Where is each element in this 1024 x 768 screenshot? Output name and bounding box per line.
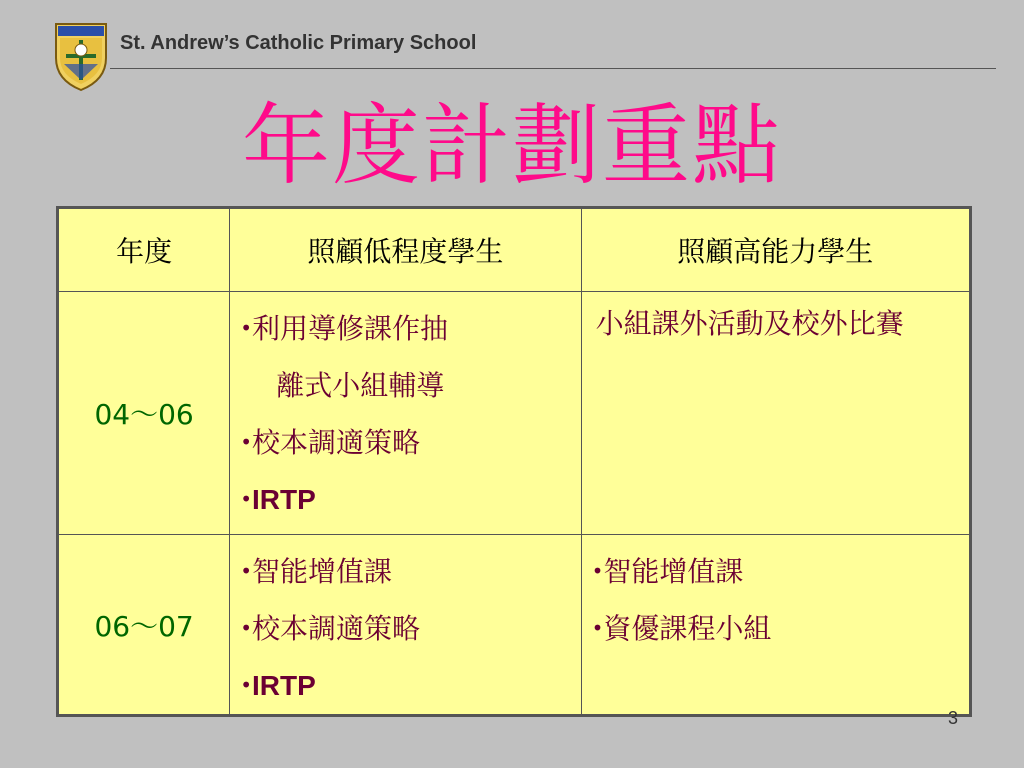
header-high-ability: 照顧高能力學生: [581, 208, 970, 292]
table-row: [58, 535, 971, 716]
list-item-continuation: 離式小組輔導: [276, 369, 445, 402]
list-item: •資優課程小組: [591, 612, 772, 645]
high-ability-cell: [581, 535, 970, 716]
header-divider: [110, 68, 996, 69]
year-cell: 06～07: [58, 535, 230, 716]
low-ability-cell: [230, 535, 581, 716]
table-header-row: [58, 208, 971, 292]
year-cell: 04～06: [58, 292, 230, 535]
header-low-ability: 照顧低程度學生: [230, 208, 581, 292]
list-item: •智能增值課: [240, 555, 392, 588]
school-name: St. Andrew’s Catholic Primary School: [120, 32, 477, 54]
list-item: •校本調適策略: [240, 426, 420, 459]
header-year: 年度: [58, 208, 230, 292]
list-item: •利用導修課作抽: [240, 312, 448, 345]
high-ability-cell: 小組課外活動及校外比賽: [581, 292, 970, 535]
list-item: •IRTP: [240, 670, 316, 701]
list-item: •智能增值課: [591, 555, 744, 588]
plan-table: [56, 206, 972, 717]
low-ability-cell: [230, 292, 581, 535]
table-row: [58, 292, 971, 535]
slide-title: 年度計劃重點: [241, 94, 782, 197]
list-item: •IRTP: [240, 484, 316, 515]
list-item: •校本調適策略: [240, 612, 420, 645]
page-number: 3: [948, 708, 959, 728]
